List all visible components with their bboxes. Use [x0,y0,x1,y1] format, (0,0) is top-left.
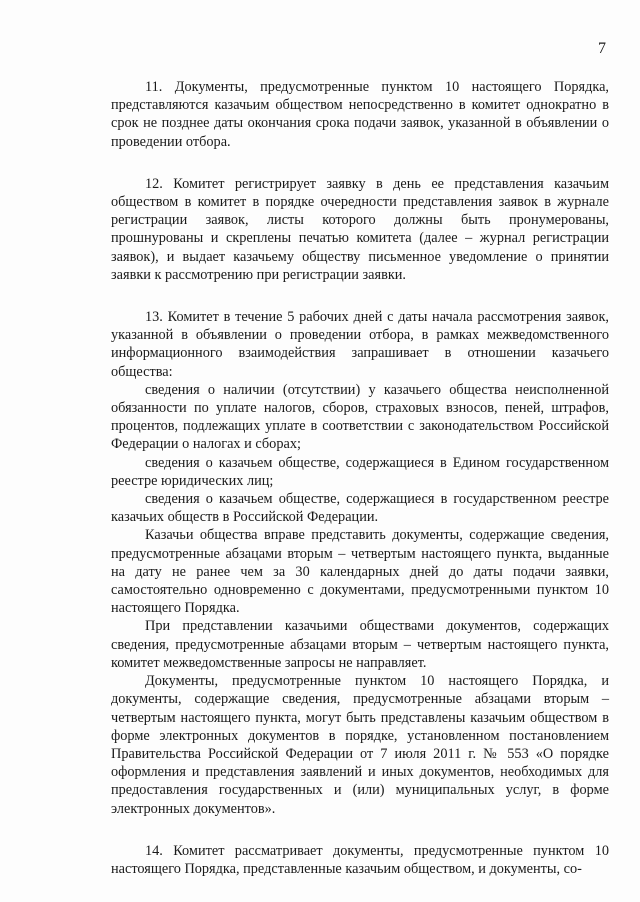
document-body [111,78,609,878]
paragraph-14: 14. Комитет рассматривает документы, предусмотренные пунктом 10 настоящего Порядка, представленные казачьим обществом, и документы, со- [111,842,609,877]
paragraph-13-self-submission: Казачьи общества вправе представить документы, содержащие сведения, предусмотренные абзацами вторым – четвертым настоящего пункта, выданные на дату не ранее чем за 30 календарных дней до даты подачи заявки, самостоятельно одновременно с документами, предусмотренными пунктом 10 настоящего Порядка. [111,527,609,617]
paragraph-13-electronic-docs: Документы, предусмотренные пунктом 10 настоящего Порядка, и документы, содержащие сведения, предусмотренные абзацами вторым – четвертым настоящего пункта, могут быть представлены казачьим обществом в форме электронных документов в порядке, установленном постановлением Правительства Российской Федерации от 7 июля 2011 г. № 553 «О порядке оформления и представления заявлений и иных документов, необходимых для предоставления государственных и (или) муниципальных услуг, в форме электронных документов». [111,673,609,817]
paragraph-13-item-tax-debts: сведения о наличии (отсутствии) у казачьего общества неисполненной обязанности по уплате налогов, сборов, страховых взносов, пеней, штрафов, процентов, подлежащих уплате в соответствии с законодательством Российской Федерации о налогах и сборах; [111,381,609,453]
paragraph-13: 13. Комитет в течение 5 рабочих дней с даты начала рассмотрения заявок, указанной в объявлении о проведении отбора, в рамках межведомственного информационного взаимодействия запрашивает в отношении казачьего общества: [111,309,609,380]
page-number: 7 [598,40,606,57]
paragraph-12: 12. Комитет регистрирует заявку в день ее представления казачьим обществом в комитет в порядке очередности представления заявок в журнале регистрации заявок, листы которого должны быть пронумерованы, прошнурованы и скреплены печатью комитета (далее – журнал регистрации заявок), и выдает казачьему обществу письменное уведомление о принятии заявки к рассмотрению при регистрации заявки. [111,175,609,283]
paragraph-13-item-egrul: сведения о казачьем обществе, содержащиеся в Едином государственном реестре юридических лиц; [111,454,609,489]
paragraph-11: 11. Документы, предусмотренные пунктом 10 настоящего Порядка, представляются казачьим обществом непосредственно в комитет однократно в срок не позднее даты окончания срока подачи заявок, указанной в объявлении о проведении отбора. [111,79,609,150]
paragraph-13-no-requests: При представлении казачьими обществами документов, содержащих сведения, предусмотренные абзацами вторым – четвертым настоящего пункта, комитет межведомственные запросы не направляет. [111,618,609,671]
paragraph-13-item-cossack-registry: сведения о казачьем обществе, содержащиеся в государственном реестре казачьих обществ в Российской Федерации. [111,491,609,526]
